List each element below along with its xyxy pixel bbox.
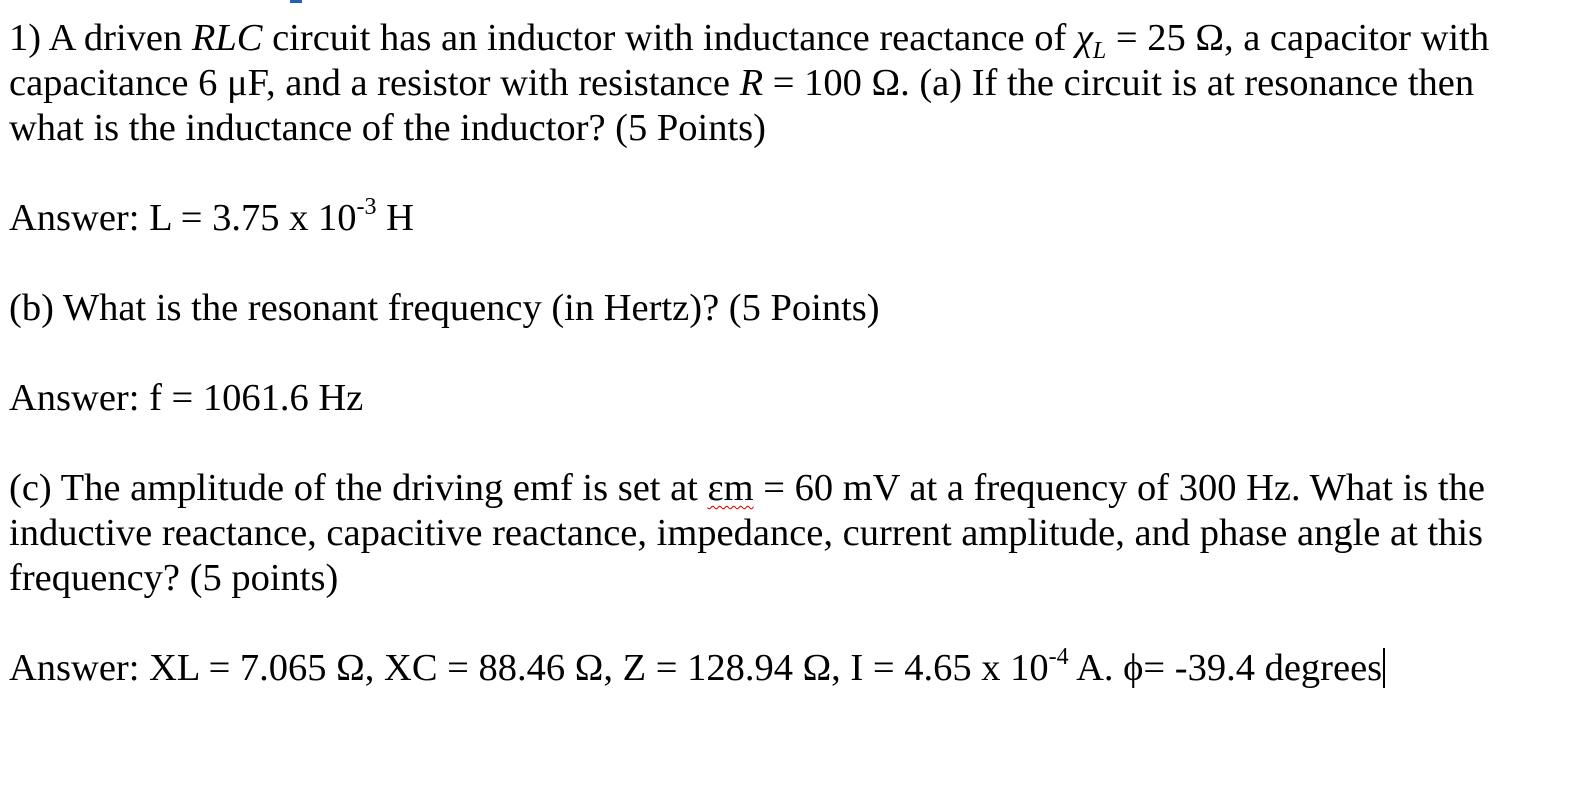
question-1a-line-3: what is the inductance of the inductor? (5 Points): [9, 107, 766, 149]
question-c: [9, 466, 1579, 601]
question-c-line-3: frequency? (5 points): [9, 557, 339, 599]
question-c-line-2: inductive reactance, capacitive reactance, impedance, current amplitude, and phase angle at this: [9, 512, 1484, 554]
question-b: (b) What is the resonant frequency (in Hertz)? (5 Points): [9, 287, 880, 329]
question-1a-line-2-post: = 100 Ω. (a) If the circuit is at resonance then: [763, 62, 1475, 104]
text-cursor: [1383, 648, 1385, 688]
question-1a-line-2: [9, 61, 1579, 106]
heading-fragment-mark: [290, 0, 302, 3]
rlc-italic: RLC: [191, 17, 263, 59]
answer-c-exponent: -4: [1048, 644, 1069, 670]
question-1a-line-1-post: = 25 Ω, a capacitor with: [1106, 17, 1490, 59]
answer-a-post: H: [376, 197, 414, 239]
question-1a: [9, 16, 1579, 151]
question-c-line-1-post: = 60 mV at a frequency of 300 Hz. What is the: [753, 467, 1485, 509]
question-c-line-1-pre: (c) The amplitude of the driving emf is set at: [9, 467, 708, 509]
answer-a-exponent: -3: [356, 194, 377, 220]
answer-c-post: A. ϕ= -39.4 degrees: [1068, 647, 1383, 689]
chi-subscript: L: [1092, 38, 1107, 64]
question-c-line-1: [9, 466, 1579, 511]
answer-b: Answer: f = 1061.6 Hz: [9, 377, 364, 419]
answer-a-pre: Answer: L = 3.75 x 10: [9, 197, 357, 239]
question-1a-line-1-pre: 1) A driven: [9, 17, 192, 59]
answer-c-pre: Answer: XL = 7.065 Ω, XC = 88.46 Ω, Z = 128.94 Ω, I = 4.65 x 10: [9, 647, 1049, 689]
resistance-symbol: R: [739, 62, 764, 104]
answer-c: [9, 646, 1579, 691]
question-1a-line-1: [9, 16, 1579, 64]
answer-a: [9, 196, 1579, 241]
chi-symbol: χ: [1075, 17, 1093, 59]
question-1a-line-2-pre: capacitance 6 μF, and a resistor with resistance: [9, 62, 740, 104]
question-1a-line-1-mid: circuit has an inductor with inductance reactance of: [262, 17, 1076, 59]
emf-symbol-spellcheck[interactable]: εm: [707, 467, 754, 509]
